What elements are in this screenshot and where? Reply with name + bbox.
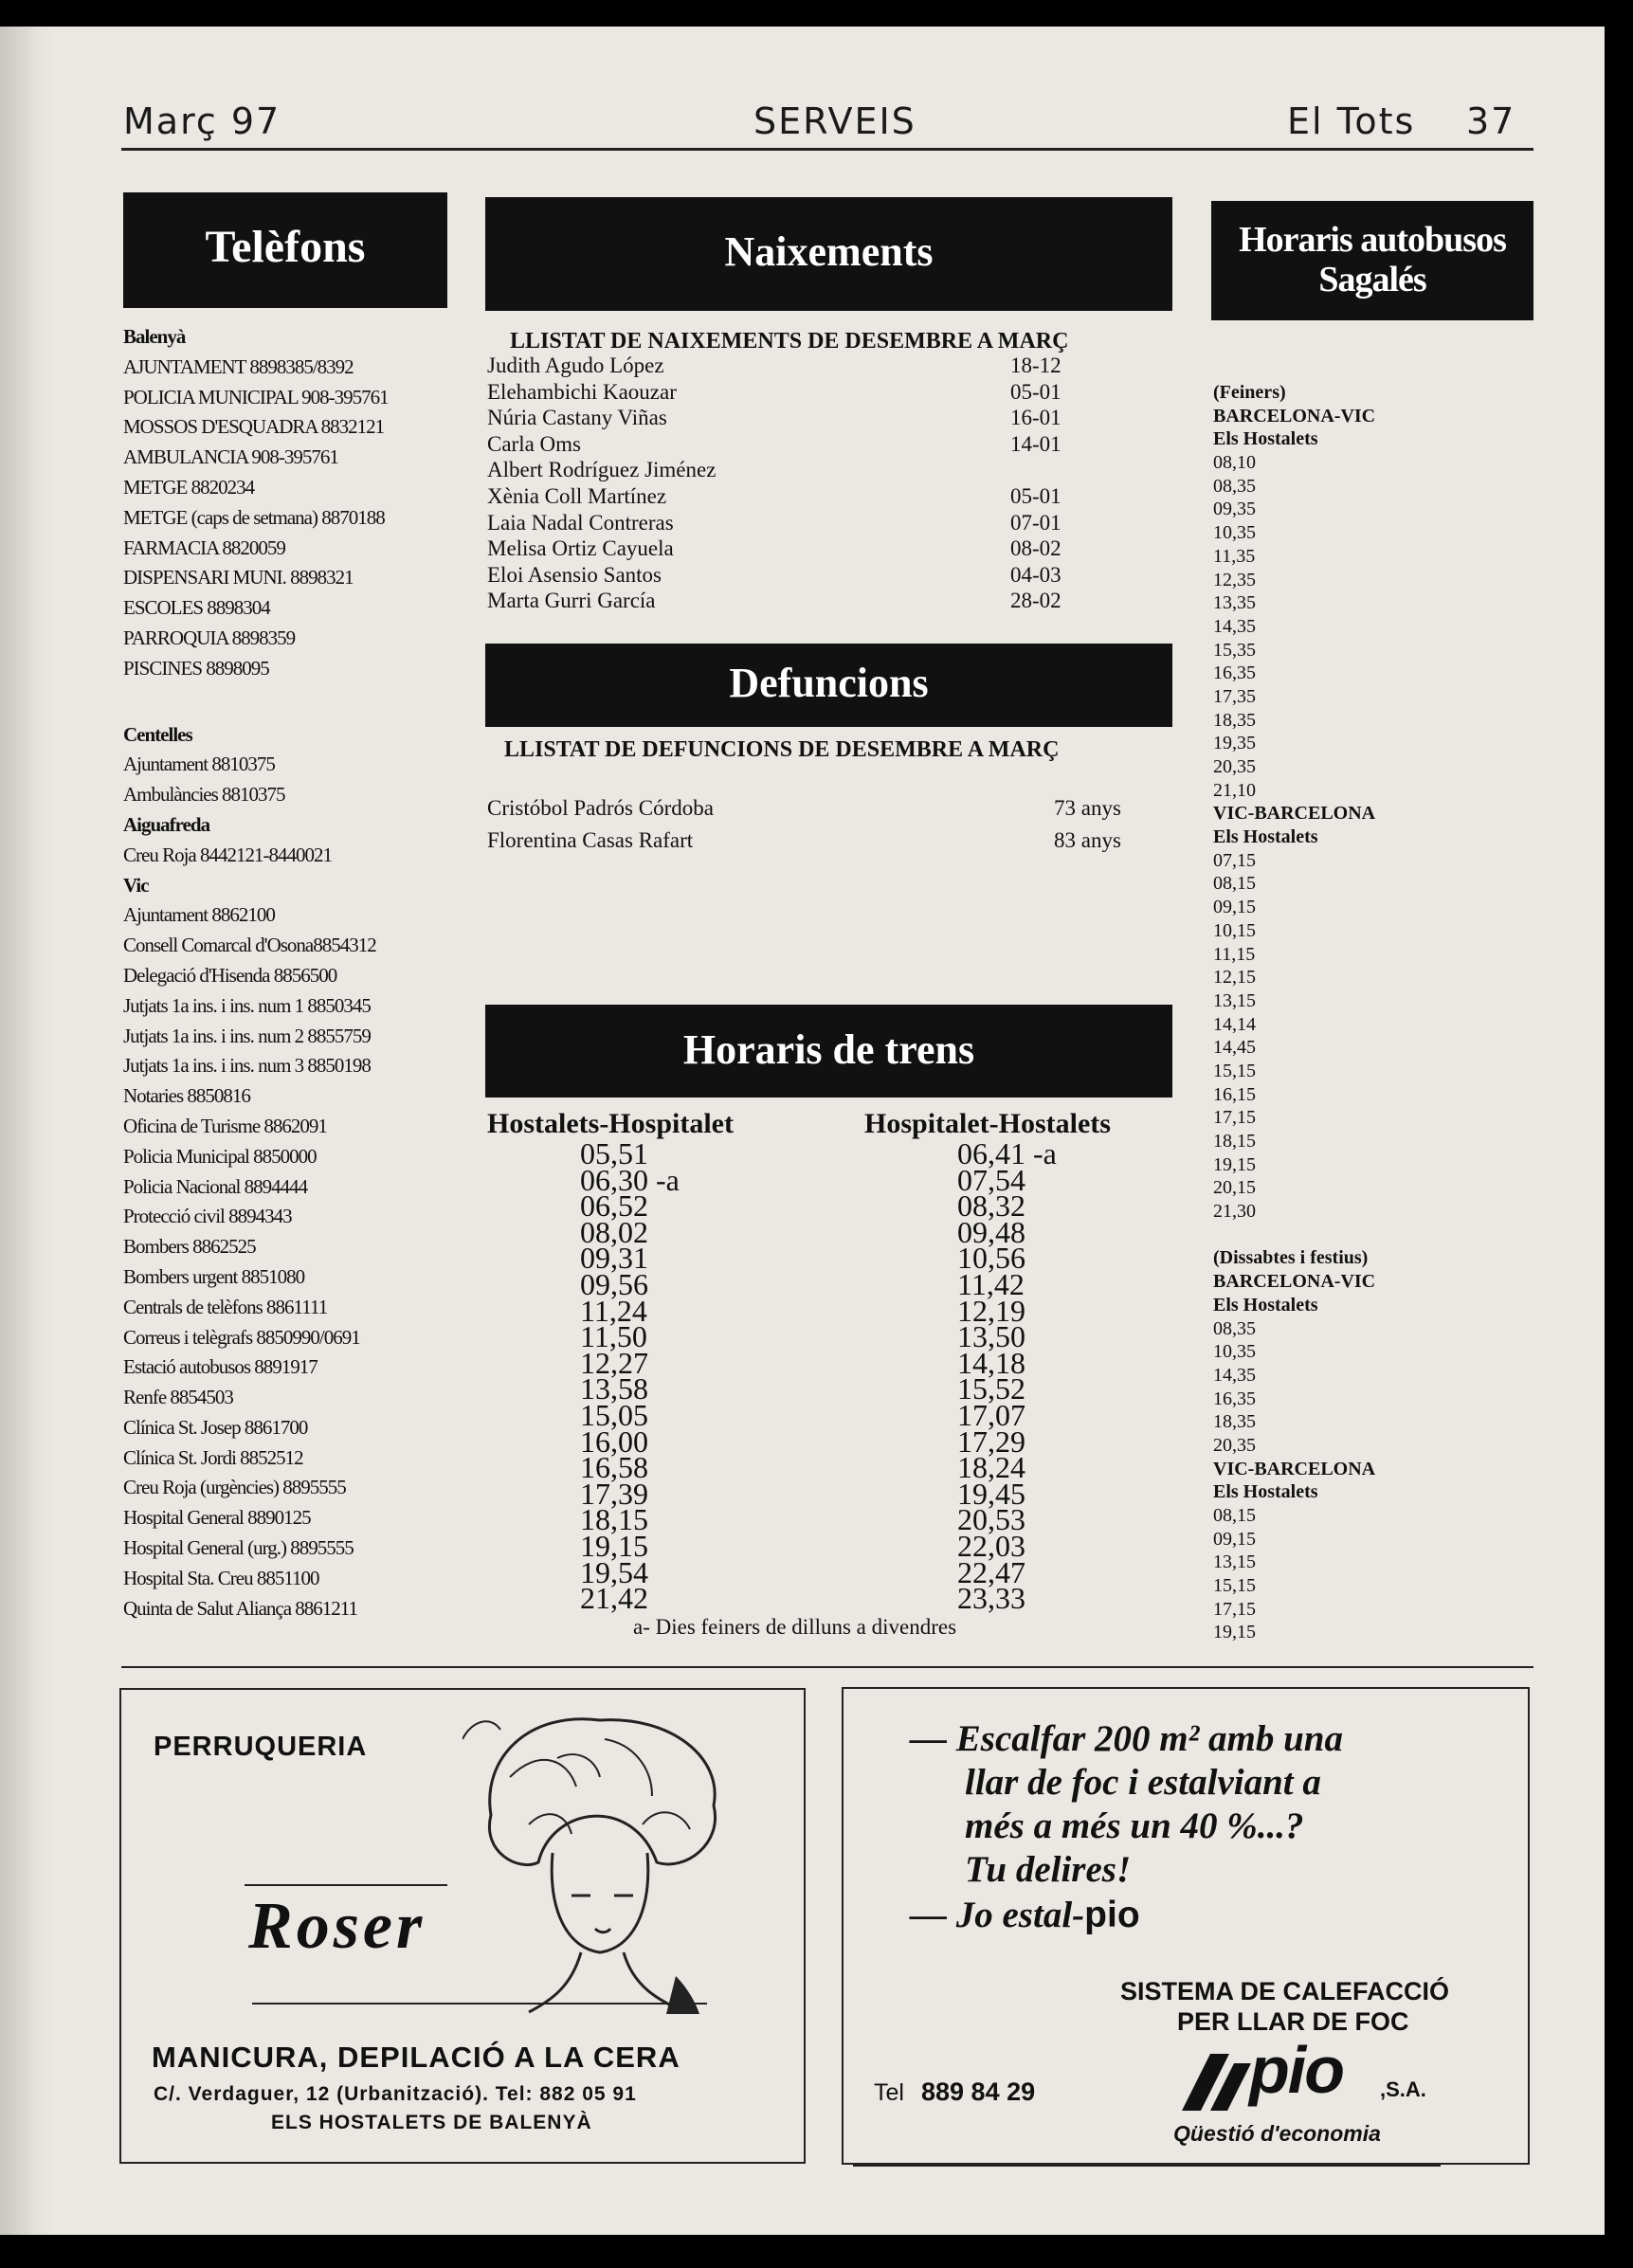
train-time: 15,05 bbox=[580, 1397, 648, 1432]
bus-time-entry: Els Hostalets bbox=[1213, 1481, 1318, 1503]
ad-pio-line3: més a més un 40 %...? bbox=[965, 1805, 1304, 1846]
list-row bbox=[487, 457, 1151, 483]
train-time: 11,42 bbox=[957, 1266, 1025, 1301]
bus-time-entry: 12,35 bbox=[1213, 569, 1256, 590]
train-time: 17,29 bbox=[957, 1424, 1025, 1459]
telefon-entry: MOSSOS D'ESQUADRA 8832121 bbox=[123, 415, 385, 439]
bus-time-entry: 18,15 bbox=[1213, 1131, 1256, 1152]
list-spacer bbox=[123, 684, 455, 720]
person-name: Carla Oms bbox=[487, 431, 582, 456]
telefon-entry: Notaries 8850816 bbox=[123, 1084, 250, 1108]
bus-time-entry: 08,10 bbox=[1213, 452, 1256, 474]
telefon-entry: Ajuntament 8862100 bbox=[123, 903, 275, 927]
ad-pio-logo-suffix: ,S.A. bbox=[1380, 2077, 1426, 2101]
naixements-title: Naixements bbox=[485, 197, 1172, 311]
woman-illustration bbox=[463, 1701, 737, 2014]
bus-time-entry: 10,35 bbox=[1213, 522, 1256, 544]
telefon-entry: FARMACIA 8820059 bbox=[123, 535, 285, 559]
list-row bbox=[487, 405, 1151, 431]
birth-date: 28-02 bbox=[1010, 589, 1061, 613]
defuncions-subtitle: LLISTAT DE DEFUNCIONS DE DESEMBRE A MARÇ bbox=[504, 737, 1060, 762]
header-rule bbox=[121, 148, 1533, 151]
train-time: 12,19 bbox=[957, 1293, 1025, 1328]
person-name: Xènia Coll Martínez bbox=[487, 483, 667, 508]
bus-time-entry: 09,35 bbox=[1213, 499, 1256, 520]
bus-time-entry: 10,15 bbox=[1213, 919, 1256, 941]
train-time: 07,54 bbox=[957, 1162, 1025, 1197]
ad-pio-rule bbox=[853, 2165, 1441, 2167]
bus-time-entry: 19,15 bbox=[1213, 1622, 1256, 1643]
bus-time-entry: 08,15 bbox=[1213, 873, 1256, 895]
bus-time-entry: 18,35 bbox=[1213, 1411, 1256, 1433]
bus-time-entry: 15,15 bbox=[1213, 1060, 1256, 1081]
bus-time-entry: 13,15 bbox=[1213, 1551, 1256, 1573]
person-name: Florentina Casas Rafart bbox=[487, 828, 694, 852]
telefon-entry: Ambulàncies 8810375 bbox=[123, 783, 285, 807]
age: 73 anys bbox=[1054, 796, 1121, 820]
train-time: 12,27 bbox=[580, 1345, 648, 1380]
birth-date: 14-01 bbox=[1010, 431, 1061, 456]
train-time: 09,48 bbox=[957, 1214, 1025, 1249]
list-row bbox=[487, 510, 1151, 536]
bus-time-entry: 17,15 bbox=[1213, 1107, 1256, 1129]
pio-inline-brand: pio bbox=[1084, 1895, 1140, 1935]
train-time: 10,56 bbox=[957, 1241, 1025, 1276]
bus-time-entry: (Feiners) bbox=[1213, 382, 1286, 403]
train-time: 16,00 bbox=[580, 1424, 648, 1459]
train-time: 09,56 bbox=[580, 1266, 648, 1301]
header-page-number: 37 bbox=[1466, 100, 1516, 142]
train-time: 05,51 bbox=[580, 1136, 648, 1170]
magazine-page bbox=[0, 27, 1605, 2235]
bus-time-entry: Els Hostalets bbox=[1213, 826, 1318, 848]
birth-date: 05-01 bbox=[1010, 379, 1061, 404]
ad-pio-system1: SISTEMA DE CALEFACCIÓ bbox=[1120, 1977, 1450, 2005]
telefon-entry: Centrals de telèfons 8861111 bbox=[123, 1295, 328, 1318]
bus-time-entry: Els Hostalets bbox=[1213, 428, 1318, 450]
trens-col2-times bbox=[957, 1136, 1057, 1616]
telefon-entry: METGE 8820234 bbox=[123, 475, 255, 499]
telefon-entry: Jutjats 1a ins. i ins. num 2 8855759 bbox=[123, 1024, 371, 1047]
bus-time-entry: 19,15 bbox=[1213, 1153, 1256, 1175]
telefon-entry: METGE (caps de setmana) 8870188 bbox=[123, 505, 385, 529]
bus-time-entry: 17,15 bbox=[1213, 1598, 1256, 1620]
list-row bbox=[487, 588, 1151, 614]
bus-time-entry: 15,35 bbox=[1213, 639, 1256, 661]
train-time: 17,07 bbox=[957, 1397, 1025, 1432]
telefon-entry: ESCOLES 8898304 bbox=[123, 596, 270, 620]
ad-pio bbox=[842, 1687, 1530, 2165]
telefon-entry: Creu Roja 8442121-8440021 bbox=[123, 843, 332, 866]
telefon-entry: Vic bbox=[123, 873, 149, 897]
telefon-entry: PISCINES 8898095 bbox=[123, 656, 269, 680]
bus-time-entry: 14,35 bbox=[1213, 615, 1256, 637]
person-name: Judith Agudo López bbox=[487, 354, 664, 377]
person-name: Melisa Ortiz Cayuela bbox=[487, 536, 674, 561]
person-name: Cristóbol Padrós Córdoba bbox=[487, 796, 714, 820]
bus-time-entry: 16,35 bbox=[1213, 1388, 1256, 1409]
telefon-entry: Protecció civil 8894343 bbox=[123, 1205, 292, 1228]
ad-brand-roser: Roser bbox=[248, 1890, 426, 1963]
list-row bbox=[487, 792, 1151, 825]
ad-services: MANICURA, DEPILACIÓ A LA CERA bbox=[152, 2041, 680, 2074]
birth-date: 08-02 bbox=[1010, 536, 1061, 561]
telefon-entry: Clínica St. Josep 8861700 bbox=[123, 1415, 308, 1439]
bus-time-entry: VIC-BARCELONA bbox=[1213, 1458, 1376, 1479]
ad-pio-tel: 889 84 29 bbox=[921, 2077, 1036, 2106]
bus-time-entry: 11,15 bbox=[1213, 943, 1256, 965]
header-section: SERVEIS bbox=[753, 100, 916, 142]
person-name: Eloi Asensio Santos bbox=[487, 562, 662, 587]
trens-col1-times bbox=[580, 1136, 680, 1616]
bus-time-entry: 14,35 bbox=[1213, 1364, 1256, 1386]
telefon-entry: Creu Roja (urgències) 8895555 bbox=[123, 1476, 346, 1499]
train-time: 20,53 bbox=[957, 1502, 1025, 1537]
telefon-entry: DISPENSARI MUNI. 8898321 bbox=[123, 566, 354, 590]
train-time: 21,42 bbox=[580, 1581, 648, 1616]
train-time: 08,02 bbox=[580, 1214, 648, 1249]
ad-pio-logo: pio bbox=[1249, 2033, 1343, 2107]
bus-time-entry: 16,35 bbox=[1213, 662, 1256, 684]
train-time: 19,54 bbox=[580, 1554, 648, 1589]
telefon-entry: AMBULANCIA 908-395761 bbox=[123, 445, 338, 469]
bus-time-entry: 08,35 bbox=[1213, 1317, 1256, 1339]
list-spacer bbox=[1213, 1224, 1526, 1247]
bus-time-entry: 20,35 bbox=[1213, 756, 1256, 777]
pio-logo-mark-icon bbox=[1177, 2049, 1253, 2115]
ad-pio-system2: PER LLAR DE FOC bbox=[1177, 2007, 1409, 2036]
ad-pio-tel-label: Tel bbox=[874, 2079, 904, 2106]
defuncions-list bbox=[487, 792, 1151, 857]
bus-time-entry: 21,30 bbox=[1213, 1201, 1256, 1223]
bus-time-entry: 07,15 bbox=[1213, 849, 1256, 871]
ads-rule bbox=[121, 1666, 1533, 1668]
bus-time-entry: 20,35 bbox=[1213, 1434, 1256, 1456]
bus-time-entry: 09,15 bbox=[1213, 897, 1256, 918]
person-name: Elehambichi Kaouzar bbox=[487, 379, 677, 404]
person-name: Laia Nadal Contreras bbox=[487, 510, 674, 535]
train-time: 11,24 bbox=[580, 1293, 647, 1328]
train-time: 16,58 bbox=[580, 1450, 648, 1485]
telefon-entry: AJUNTAMENT 8898385/8392 bbox=[123, 354, 354, 378]
bus-time-entry: 11,35 bbox=[1213, 545, 1256, 567]
telefon-entry: Bombers 8862525 bbox=[123, 1235, 256, 1259]
naixements-subtitle: LLISTAT DE NAIXEMENTS DE DESEMBRE A MARÇ bbox=[510, 329, 1069, 354]
train-time: 06,41 -a bbox=[957, 1136, 1057, 1170]
birth-date: 16-01 bbox=[1010, 406, 1061, 430]
train-time: 13,50 bbox=[957, 1319, 1025, 1354]
bus-time-entry: 09,15 bbox=[1213, 1528, 1256, 1550]
ad-line-top bbox=[245, 1884, 447, 1886]
bus-time-entry: 15,15 bbox=[1213, 1575, 1256, 1597]
ad-perruqueria bbox=[119, 1688, 806, 2164]
train-time: 23,33 bbox=[957, 1581, 1025, 1616]
bus-time-entry: 14,45 bbox=[1213, 1037, 1256, 1059]
telefon-entry: Hospital General (urg.) 8895555 bbox=[123, 1536, 354, 1560]
telefon-entry: POLICIA MUNICIPAL 908-395761 bbox=[123, 385, 389, 408]
list-row bbox=[487, 483, 1151, 510]
birth-date: 18-12 bbox=[1010, 354, 1061, 377]
bus-time-entry: BARCELONA-VIC bbox=[1213, 405, 1376, 426]
bus-time-entry: (Dissabtes i festius) bbox=[1213, 1247, 1369, 1269]
trens-note: a- Dies feiners de dilluns a divendres bbox=[633, 1615, 957, 1639]
autobusos-list bbox=[1213, 381, 1526, 1644]
list-row bbox=[487, 353, 1151, 379]
telefon-entry: Bombers urgent 8851080 bbox=[123, 1264, 305, 1288]
train-time: 13,58 bbox=[580, 1371, 648, 1406]
trens-title: Horaris de trens bbox=[485, 1005, 1172, 1098]
train-time: 22,03 bbox=[957, 1528, 1025, 1563]
list-row bbox=[487, 431, 1151, 458]
telefon-entry: Jutjats 1a ins. i ins. num 1 8850345 bbox=[123, 993, 371, 1017]
trens-col2-title: Hospitalet-Hostalets bbox=[864, 1108, 1111, 1139]
ad-pio-slogan: Qüestió d'economia bbox=[1173, 2121, 1381, 2146]
naixements-list bbox=[487, 353, 1151, 614]
page-spine-shadow bbox=[0, 27, 55, 2235]
list-row bbox=[487, 562, 1151, 589]
list-row bbox=[487, 825, 1151, 857]
ad-heading: PERRUQUERIA bbox=[154, 1732, 368, 1762]
list-row bbox=[487, 379, 1151, 406]
telefon-entry: Balenyà bbox=[123, 325, 186, 348]
train-time: 08,32 bbox=[957, 1188, 1025, 1224]
telefon-entry: Delegació d'Hisenda 8856500 bbox=[123, 963, 337, 987]
ad-pio-line4: Tu delires! bbox=[965, 1849, 1132, 1890]
train-time: 17,39 bbox=[580, 1476, 648, 1511]
train-time: 06,30 -a bbox=[580, 1162, 680, 1197]
telefon-entry: Policia Nacional 8894444 bbox=[123, 1174, 308, 1198]
person-name: Albert Rodríguez Jiménez bbox=[487, 458, 717, 482]
telefons-title: Telèfons bbox=[123, 192, 447, 308]
train-time: 18,24 bbox=[957, 1450, 1025, 1485]
bus-time-entry: VIC-BARCELONA bbox=[1213, 803, 1376, 825]
telefon-entry: Quinta de Salut Aliança 8861211 bbox=[123, 1596, 358, 1620]
bus-time-entry: 17,35 bbox=[1213, 685, 1256, 707]
train-time: 11,50 bbox=[580, 1319, 647, 1354]
bus-time-entry: BARCELONA-VIC bbox=[1213, 1271, 1376, 1293]
bus-time-entry: 18,35 bbox=[1213, 709, 1256, 731]
bus-time-entry: 10,35 bbox=[1213, 1341, 1256, 1363]
bus-time-entry: 13,15 bbox=[1213, 989, 1256, 1011]
train-time: 06,52 bbox=[580, 1188, 648, 1224]
telefon-entry: Jutjats 1a ins. i ins. num 3 8850198 bbox=[123, 1054, 371, 1078]
train-time: 19,15 bbox=[580, 1528, 648, 1563]
bus-time-entry: 19,35 bbox=[1213, 733, 1256, 754]
telefon-entry: Oficina de Turisme 8862091 bbox=[123, 1114, 327, 1137]
telefon-entry: Estació autobusos 8891917 bbox=[123, 1355, 318, 1379]
telefon-entry: Centelles bbox=[123, 722, 192, 746]
header-date: Març 97 bbox=[123, 100, 281, 142]
telefon-entry: Hospital General 8890125 bbox=[123, 1506, 311, 1530]
bus-time-entry: 08,15 bbox=[1213, 1505, 1256, 1526]
telefon-entry: Hospital Sta. Creu 8851100 bbox=[123, 1566, 319, 1589]
list-row bbox=[487, 535, 1151, 562]
birth-date: 07-01 bbox=[1010, 510, 1061, 535]
telefons-list bbox=[123, 322, 455, 1624]
train-time: 09,31 bbox=[580, 1241, 648, 1276]
bus-time-entry: 20,15 bbox=[1213, 1177, 1256, 1199]
header-magazine: El Tots bbox=[1287, 100, 1416, 142]
telefon-entry: Correus i telègrafs 8850990/0691 bbox=[123, 1325, 360, 1349]
age: 83 anys bbox=[1054, 828, 1121, 852]
birth-date: 04-03 bbox=[1010, 562, 1061, 587]
birth-date: 05-01 bbox=[1010, 483, 1061, 508]
telefon-entry: Policia Municipal 8850000 bbox=[123, 1144, 317, 1168]
telefon-entry: PARROQUIA 8898359 bbox=[123, 626, 296, 649]
trens-col1-title: Hostalets-Hospitalet bbox=[487, 1108, 734, 1139]
ad-pio-line1: — Escalfar 200 m² amb una bbox=[910, 1718, 1343, 1759]
ad-town: ELS HOSTALETS DE BALENYÀ bbox=[271, 2112, 592, 2133]
person-name: Núria Castany Viñas bbox=[487, 406, 667, 430]
telefon-entry: Aiguafreda bbox=[123, 812, 210, 836]
bus-time-entry: 12,15 bbox=[1213, 967, 1256, 989]
train-time: 18,15 bbox=[580, 1502, 648, 1537]
train-time: 22,47 bbox=[957, 1554, 1025, 1589]
bus-time-entry: 21,10 bbox=[1213, 779, 1256, 801]
defuncions-title: Defuncions bbox=[485, 644, 1172, 727]
ad-pio-line5: — Jo estal-pio bbox=[910, 1895, 1140, 1935]
telefon-entry: Renfe 8854503 bbox=[123, 1386, 233, 1409]
bus-time-entry: Els Hostalets bbox=[1213, 1294, 1318, 1315]
telefon-entry: Ajuntament 8810375 bbox=[123, 753, 275, 776]
bus-time-entry: 14,14 bbox=[1213, 1013, 1256, 1035]
ad-address: C/. Verdaguer, 12 (Urbanització). Tel: 882 05 91 bbox=[154, 2083, 637, 2105]
person-name: Marta Gurri García bbox=[487, 589, 656, 613]
train-time: 15,52 bbox=[957, 1371, 1025, 1406]
ad-pio-line2: llar de foc i estalviant a bbox=[965, 1762, 1321, 1803]
bus-time-entry: 13,35 bbox=[1213, 592, 1256, 614]
bus-time-entry: 08,35 bbox=[1213, 475, 1256, 497]
bus-time-entry: 16,15 bbox=[1213, 1083, 1256, 1105]
train-time: 19,45 bbox=[957, 1476, 1025, 1511]
telefon-entry: Consell Comarcal d'Osona8854312 bbox=[123, 934, 376, 957]
autobusos-title: Horaris autobusos Sagalés bbox=[1211, 201, 1533, 320]
telefon-entry: Clínica St. Jordi 8852512 bbox=[123, 1445, 303, 1469]
train-time: 14,18 bbox=[957, 1345, 1025, 1380]
